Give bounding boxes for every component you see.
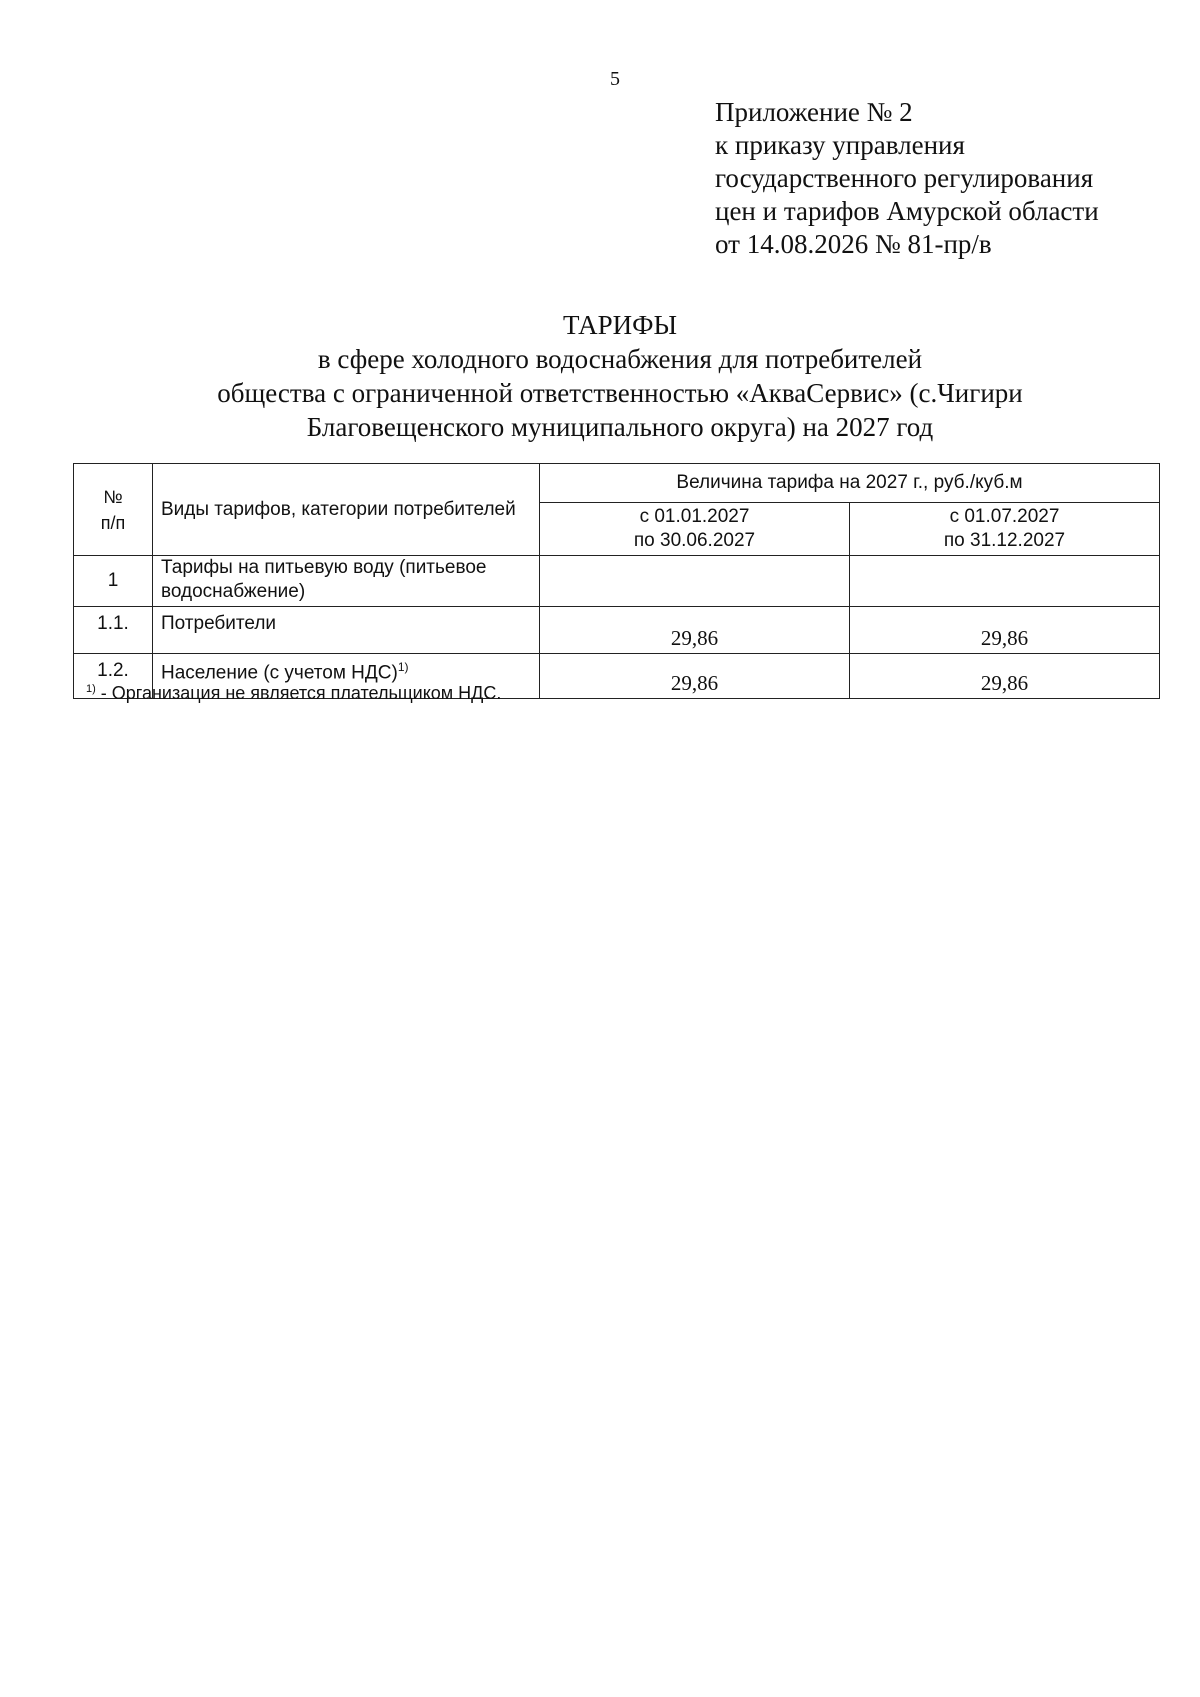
row-name: Потребители [153,607,540,654]
header-num-symbol: № [103,486,123,507]
period-end: по 30.06.2027 [633,530,756,551]
header-num [74,464,153,556]
table-header-row [74,464,1160,503]
row-value-period-1 [540,556,850,607]
appendix-header [715,96,1099,261]
table-row [74,607,1160,654]
tariffs-table [73,463,1160,699]
table-row [74,556,1160,607]
header-tariff-value: Величина тарифа на 2027 г., руб./куб.м [540,464,1160,503]
row-value-period-2: 29,86 [850,607,1160,654]
row-value-period-2 [850,556,1160,607]
row-value-period-2: 29,86 [850,654,1160,699]
period-start: с 01.07.2027 [949,506,1060,527]
appendix-line: цен и тарифов Амурской области [715,196,1099,226]
document-title [70,308,1170,444]
header-period-2 [850,503,1160,556]
header-num-abbr: п/п [100,512,126,533]
appendix-line: Приложение № 2 [715,97,913,127]
footnote [86,683,501,704]
row-num: 1.2. [74,654,153,699]
row-num: 1.1. [74,607,153,654]
footnote-ref: 1) [397,660,409,674]
appendix-line: к приказу управления [715,130,965,160]
title-heading: ТАРИФЫ [562,310,678,340]
period-end: по 31.12.2027 [943,530,1066,551]
appendix-line: государственного регулирования [715,163,1094,193]
appendix-line: от 14.08.2026 № 81-пр/в [715,229,992,259]
row-name: Население (с учетом НДС) [161,662,398,684]
header-tariff-type: Виды тарифов, категории потребителей [153,464,540,556]
page-number: 5 [610,68,620,90]
footnote-marker: 1) [86,683,96,695]
period-start: с 01.01.2027 [639,506,750,527]
title-line: в сфере холодного водоснабжения для потребителей [317,344,923,374]
row-num: 1 [74,556,153,607]
title-line: Благовещенского муниципального округа) на 2027 год [306,412,934,442]
header-period-1 [540,503,850,556]
row-name: Тарифы на питьевую воду (питьевое водоснабжение) [153,556,540,607]
row-value-period-1: 29,86 [540,607,850,654]
row-value-period-1: 29,86 [540,654,850,699]
footnote-text: - Организация не является плательщиком НДС. [95,683,502,703]
title-line: общества с ограниченной ответственностью «АкваСервис» (с.Чигири [217,378,1023,408]
